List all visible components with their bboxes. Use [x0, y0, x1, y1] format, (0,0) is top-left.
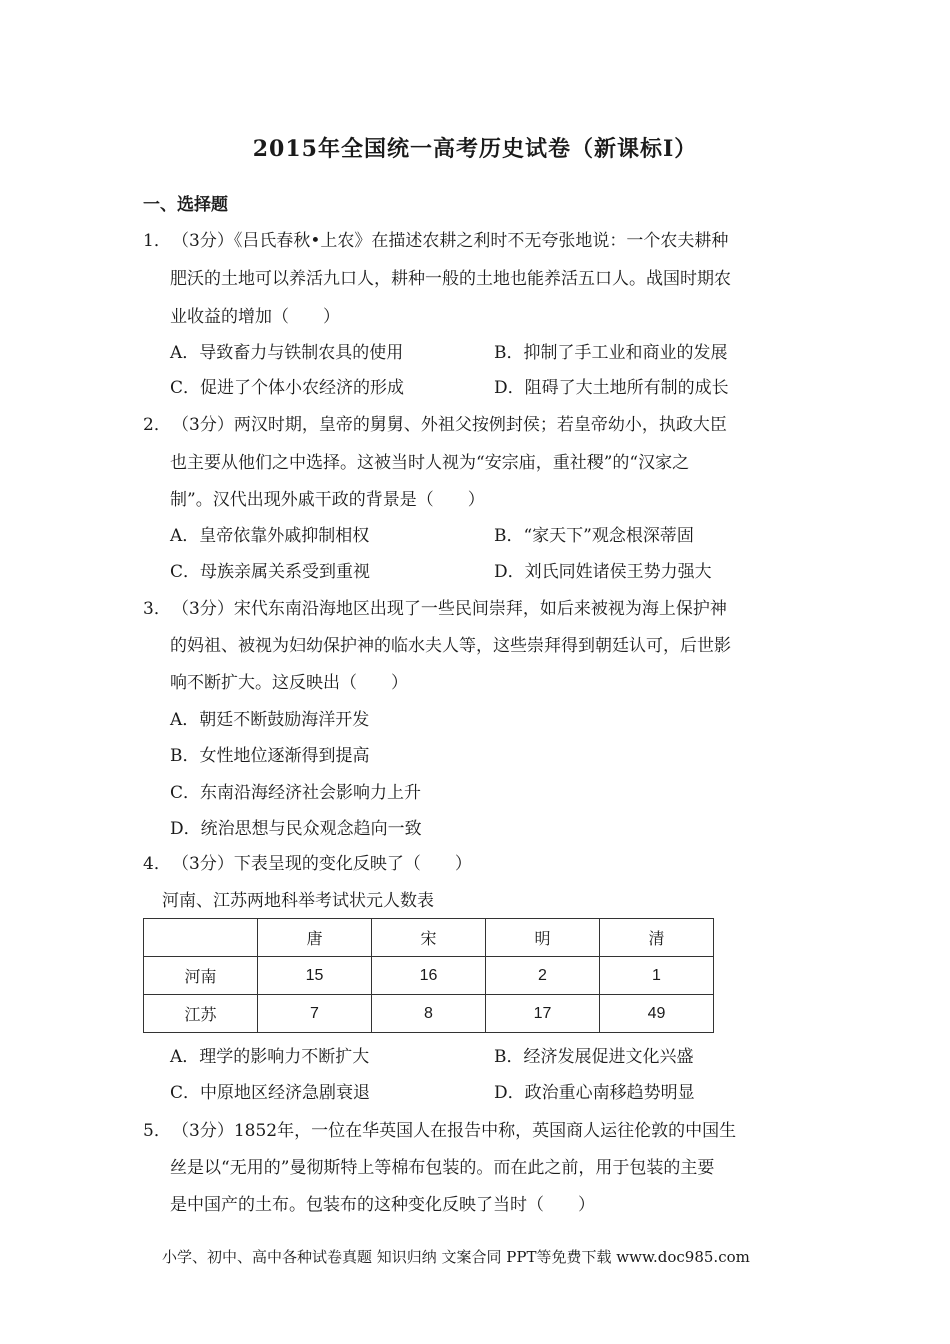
section-heading: 一、选择题	[143, 195, 228, 215]
table-row	[144, 995, 714, 1033]
question-number: 1．	[143, 231, 171, 251]
table-cell: 16	[372, 957, 486, 995]
question-number: 2．	[143, 415, 171, 435]
question-text-line: 业收益的增加（ ）	[170, 307, 340, 327]
option-c[interactable]: C．中原地区经济急剧衰退	[170, 1083, 371, 1103]
option-a[interactable]: A．导致畜力与铁制农具的使用	[170, 343, 404, 363]
option-d[interactable]: D．统治思想与民众观念趋向一致	[170, 819, 422, 839]
option-d[interactable]: D．政治重心南移趋势明显	[494, 1083, 695, 1103]
option-c[interactable]: C．母族亲属关系受到重视	[170, 562, 371, 582]
table-cell: 1	[600, 957, 714, 995]
option-d[interactable]: D．阻碍了大土地所有制的成长	[494, 378, 729, 398]
data-table	[143, 918, 714, 1033]
option-c[interactable]: C．促进了个体小农经济的形成	[170, 378, 405, 398]
question-number: 4．	[143, 854, 171, 874]
table-cell: 15	[258, 957, 372, 995]
table-cell: 7	[258, 995, 372, 1033]
option-b[interactable]: B．女性地位逐渐得到提高	[170, 746, 370, 766]
question-text-line: 是中国产的土布。包装布的这种变化反映了当时（ ）	[170, 1195, 595, 1215]
option-c[interactable]: C．东南沿海经济社会影响力上升	[170, 783, 422, 803]
question-text-line: 丝是以“无用的”曼彻斯特上等棉布包装的。而在此之前，用于包装的主要	[170, 1158, 715, 1178]
question-text-line: （3分）下表呈现的变化反映了（ ）	[172, 854, 472, 874]
question-text-line: （3分）1852年，一位在华英国人在报告中称，英国商人运往伦敦的中国生	[172, 1121, 737, 1141]
question-number: 5．	[143, 1121, 171, 1141]
option-d[interactable]: D．刘氏同姓诸侯王势力强大	[494, 562, 712, 582]
option-b[interactable]: B．“家天下”观念根深蒂固	[494, 526, 694, 546]
table-caption: 河南、江苏两地科举考试状元人数表	[162, 891, 434, 911]
option-a[interactable]: A．朝廷不断鼓励海洋开发	[170, 710, 370, 730]
option-a[interactable]: A．理学的影响力不断扩大	[170, 1047, 370, 1067]
question-text-line: （3分）宋代东南沿海地区出现了一些民间崇拜，如后来被视为海上保护神	[172, 599, 727, 619]
question-text-line: （3分）《吕氏春秋•上农》在描述农耕之利时不无夸张地说：一个农夫耕种	[172, 231, 729, 251]
table-header-cell: 明	[486, 919, 600, 957]
question-text-line: 也主要从他们之中选择。这被当时人视为“安宗庙，重社稷”的“汉家之	[170, 453, 690, 473]
question-text-line: （3分）两汉时期，皇帝的舅舅、外祖父按例封侯；若皇帝幼小，执政大臣	[172, 415, 727, 435]
table-cell: 49	[600, 995, 714, 1033]
table-header-cell: 宋	[372, 919, 486, 957]
table-cell: 17	[486, 995, 600, 1033]
question-text-line: 制”。汉代出现外戚干政的背景是（ ）	[170, 490, 485, 510]
table-cell: 江苏	[144, 995, 258, 1033]
table-cell: 8	[372, 995, 486, 1033]
table-cell: 2	[486, 957, 600, 995]
question-number: 3．	[143, 599, 171, 619]
option-b[interactable]: B．抑制了手工业和商业的发展	[494, 343, 728, 363]
table-header-cell: 唐	[258, 919, 372, 957]
question-text-line: 肥沃的土地可以养活九口人，耕种一般的土地也能养活五口人。战国时期农	[170, 269, 731, 289]
page-title: 2015年全国统一高考历史试卷（新课标Ⅰ）	[252, 136, 698, 162]
table-header-row	[144, 919, 714, 957]
page-footer: 小学、初中、高中各种试卷真题 知识归纳 文案合同 PPT等免费下载 www.doc985.com	[162, 1248, 750, 1266]
table-header-cell: 清	[600, 919, 714, 957]
table-header-cell	[144, 919, 258, 957]
table-row	[144, 957, 714, 995]
table-cell: 河南	[144, 957, 258, 995]
question-text-line: 响不断扩大。这反映出（ ）	[170, 673, 408, 693]
option-b[interactable]: B．经济发展促进文化兴盛	[494, 1047, 694, 1067]
option-a[interactable]: A．皇帝依靠外戚抑制相权	[170, 526, 370, 546]
question-text-line: 的妈祖、被视为妇幼保护神的临水夫人等，这些崇拜得到朝廷认可，后世影	[170, 636, 731, 656]
